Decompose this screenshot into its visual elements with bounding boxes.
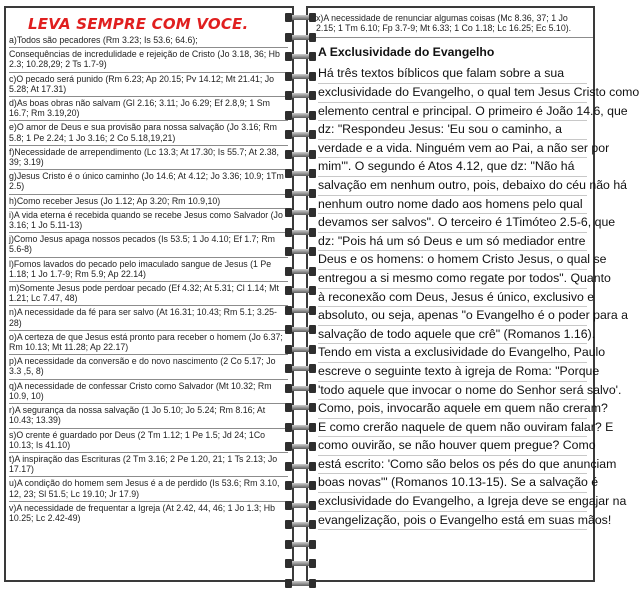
verse-list-item: s)O crente é guardado por Deus (2 Tm 1.12; 1 Pe 1.5; Jd 24; 1Co 10.13; Is 41.10) [9,429,288,453]
verse-list-item: e)O amor de Deus e sua provisão para nossa salvação (Jo 3.16; Rm 5.8; 1 Pe 2.24; 1 Jo 3.16; 2 Co 5.18,19,21) [9,121,288,145]
verse-list-item: f)Necessidade de arrependimento (Lc 13.3; At 17.30; Is 55.7; At 2.38, 39; 3.19) [9,146,288,170]
spiral-ring [286,287,315,294]
body-text-line: está escrito: 'Como são belos os pés do que anunciam [318,456,587,475]
spiral-ring [286,385,315,392]
body-text-line: Há três textos bíblicos que falam sobre a sua [318,65,587,84]
body-text-line: Deus e os homens: o homem Cristo Jesus, o qual se [318,251,587,270]
body-text-line: verdade e a vida. Ninguém vem ao Pai, a não ser por [318,140,587,159]
verse-list-item: q)A necessidade de confessar Cristo como Salvador (Mt 10.32; Rm 10.9, 10) [9,380,288,404]
spiral-ring [286,482,315,489]
body-text-line: 'todo aquele que invocar o nome do Senhor será salvo'. [318,382,587,401]
spiral-ring [286,326,315,333]
spiral-ring [286,73,315,80]
verse-list-item: i)A vida eterna é recebida quando se recebe Jesus como Salvador (Jo 3.16; 1 Jo 5.11-13) [9,209,288,233]
spiral-ring [286,229,315,236]
spiral-ring [286,112,315,119]
verse-list-item: j)Como Jesus apaga nossos pecados (Is 53.5; 1 Jo 4.10; Ef 1.7; Rm 5.6-8) [9,233,288,257]
body-text-line: absoluto, ou seja, apenas "o Evangelho é o poder para a [318,307,587,326]
left-page-title: LEVA SEMPRE COM VOCE. [28,15,249,33]
body-text-line: Como, pois, invocarão aquele em quem não creram? [318,400,587,419]
body-text-line: escreve o seguinte texto à igreja de Roma: "Porque [318,363,587,382]
spiral-ring [286,521,315,528]
verse-list-item-x: x)A necessidade de renunciar algumas coisas (Mc 8.36, 37; 1 Jo 2.15; 1 Tm 6.10; Fp 3.7-9; Mt 6.33; 1 Co 1.18; Lc 16.25; Ec 5.10). [308,8,593,38]
spiral-ring [286,560,315,567]
body-text-line: entregou a si mesmo como regate por todos". Quanto [318,270,587,289]
body-text-line: à reconexão com Deus, Jesus é único, exclusivo e [318,289,587,308]
body-text-line: exclusividade do Evangelho, a Igreja deve se engajar na [318,493,587,512]
verse-list-item: r)A segurança da nossa salvação (1 Jo 5.10; Jo 5.24; Rm 8.16; At 10.43; 13.39) [9,404,288,428]
verse-list-item: c)O pecado será punido (Rm 6.23; Ap 20.15; Pv 14.12; Mt 21.41; Jo 5.28; At 17.31) [9,73,288,97]
spiral-ring [286,190,315,197]
body-text-line: Tendo em vista a exclusividade do Evangelho, Paulo [318,344,587,363]
body-text-line: dz: "Respondeu Jesus: 'Eu sou o caminho, a [318,121,587,140]
spiral-ring [286,131,315,138]
verse-list-item: m)Somente Jesus pode perdoar pecado (Ef 4.32; At 5.31; Cl 1.14; Mt 1.21; Lc 7.47, 48) [9,282,288,306]
body-text-line: exclusividade do Evangelho, o qual tem Jesus Cristo como [318,84,587,103]
body-text-line: devamos ser salvos". O terceiro é 1Timóteo 2.5-6, que [318,214,587,233]
spiral-ring [286,502,315,509]
verse-list-item: t)A inspiração das Escrituras (2 Tm 3.16; 2 Pe 1.20, 21; 1 Ts 2.13; Jo 17.17) [9,453,288,477]
verse-list-item: n)A necessidade da fé para ser salvo (At 16.31; 10.43; Rm 5.1; 3.25-28) [9,306,288,330]
verse-list-item: a)Todos são pecadores (Rm 3.23; Is 53.6; 64.6); [9,34,288,48]
spiral-ring [286,307,315,314]
verse-list-item: d)As boas obras não salvam (Gl 2.16; 3.11; Jo 6.29; Ef 2.8,9; 1 Sm 16.7; Rm 3.19,20) [9,97,288,121]
section-body [308,65,639,530]
spiral-ring [286,404,315,411]
body-text-line: nenhum outro nome dado aos homens pelo qual [318,196,587,215]
verse-list-item: p)A necessidade da conversão e do novo nascimento (2 Co 5.17; Jo 3.3 ,5, 8) [9,355,288,379]
spiral-ring [286,463,315,470]
left-page [4,6,294,582]
spiral-ring [286,580,315,587]
body-text-line: mim'". O segundo é Atos 4.12, que dz: "Não há [318,158,587,177]
verse-list-item: v)A necessidade de frequentar a Igreja (At 2.42, 44, 46; 1 Jo 1.3; Hb 10.25; Lc 2.42-49) [9,502,276,523]
body-text-line: elemento central e principal. O primeiro é João 14.6, que [318,103,587,122]
spiral-ring [286,424,315,431]
spiral-ring [286,268,315,275]
body-text-line: salvação em nenhum outro, pois, debaixo do céu não há [318,177,587,196]
spiral-ring [286,14,315,21]
verse-list-item: g)Jesus Cristo é o único caminho (Jo 14.6; At 4.12; Jo 3.36; 10.9; 1Tm 2.5) [9,170,288,194]
body-text-line: como ouvirão, se não houver quem pregue? Como [318,437,587,456]
body-text-line: dz: "Pois há um só Deus e um só mediador entre [318,233,587,252]
spiral-ring [286,92,315,99]
section-title: A Exclusividade do Evangelho [318,45,495,60]
body-text-line: E como crerão naquele de quem não ouviram falar? E [318,419,587,438]
verse-list-item: o)A certeza de que Jesus está pronto para receber o homem (Jo 6.37; Rm 10.13; Mt 11.28; Ap 22.17) [9,331,288,355]
spiral-ring [286,170,315,177]
spiral-ring [286,443,315,450]
verse-list-item: l)Fomos lavados do pecado pelo imaculado sangue de Jesus (1 Pe 1.18; 1 Jo 1.7-9; Rm 5.9; Ap 22.14) [9,258,288,282]
verse-list-item: Consequências de incredulidade e rejeição de Cristo (Jo 3.18, 36; Hb 2.3; 10.28,29; 2 Ts 1.7-9) [9,48,288,72]
spiral-ring [286,34,315,41]
spiral-ring [286,541,315,548]
spiral-ring [286,53,315,60]
right-page [306,6,639,582]
body-text-line: salvação de todo aquele que crê" (Romanos 1.16). [318,326,587,345]
spiral-ring [286,209,315,216]
spiral-ring [286,346,315,353]
spiral-ring [286,151,315,158]
verse-list-item: h)Como receber Jesus (Jo 1.12; Ap 3.20; Rm 10.9,10) [9,195,288,209]
spiral-ring [286,248,315,255]
body-text-line: boas novas'" (Romanos 10.13-15). Se a salvação é [318,474,587,493]
verse-list-item: u)A condição do homem sem Jesus é a de perdido (Is 53.6; Rm 3.10, 12, 23; Sl 51.5; Lc 19.10; Jr 17.9) [9,477,288,501]
verse-list [6,34,292,525]
body-text-line: evangelização, pois o Evangelho está em suas mãos! [318,512,587,531]
spiral-ring [286,365,315,372]
